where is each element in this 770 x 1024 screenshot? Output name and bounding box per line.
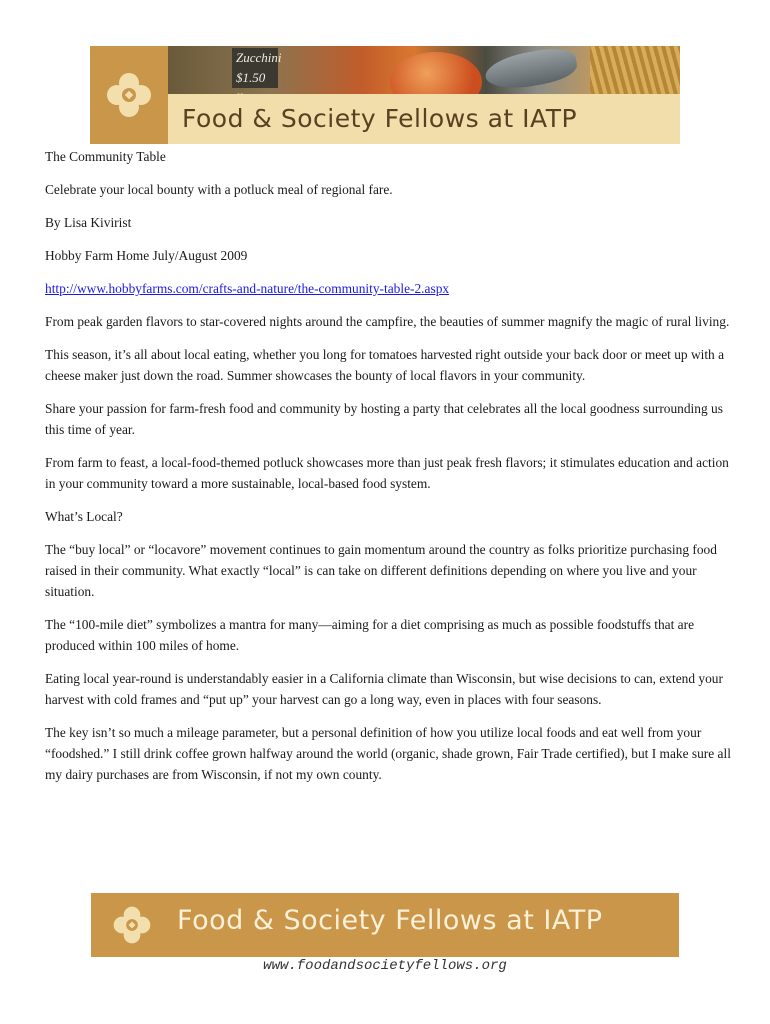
- article-link[interactable]: http://www.hobbyfarms.com/crafts-and-nature/the-community-table-2.aspx: [45, 281, 450, 296]
- footer-banner: [91, 893, 679, 957]
- article-title: The Community Table: [45, 149, 166, 164]
- article-body: [45, 146, 735, 797]
- article-paragraph: From peak garden flavors to star-covered nights around the campfire, the beauties of summer magnify the magic of rural living.: [45, 314, 730, 329]
- section-paragraph: The key isn’t so much a mileage parameter, but a personal definition of how you utilize local foods and eat well from your “foodshed.” I still drink coffee grown halfway around the world (organic, shade grown, Fair Trade certified), but I make sure all my dairy purchases are from Wisconsin, if not my own county.: [45, 725, 731, 782]
- section-paragraph: The “buy local” or “locavore” movement continues to gain momentum around the country as folks prioritize purchasing food raised in their community. What exactly “local” is can take on different definitions depending on where you live and your situation.: [45, 542, 717, 599]
- header-banner: [90, 46, 680, 144]
- article-source: Hobby Farm Home July/August 2009: [45, 248, 248, 263]
- logo-box: [90, 46, 168, 144]
- section-heading: What’s Local?: [45, 509, 123, 524]
- zucchini-sign: Zucchini $1.50: [232, 48, 278, 88]
- quatrefoil-logo-icon: [99, 65, 159, 125]
- quatrefoil-logo-icon: [107, 900, 157, 950]
- article-subtitle: Celebrate your local bounty with a potluck meal of regional fare.: [45, 182, 393, 197]
- article-paragraph: From farm to feast, a local-food-themed potluck showcases more than just peak fresh flavors; it stimulates education and action in your community toward a more sustainable, local-based food system.: [45, 455, 729, 491]
- section-paragraph: The “100-mile diet” symbolizes a mantra for many—aiming for a diet comprising as much as possible foodstuffs that are produced within 100 miles of home.: [45, 617, 695, 653]
- banner-title: Food & Society Fellows at IATP: [182, 104, 578, 133]
- article-paragraph: This season, it’s all about local eating, whether you long for tomatoes harvested right outside your back door or meet up with a cheese maker just down the road. Summer showcases the bounty of local flavors in your community.: [45, 347, 725, 383]
- article-byline: By Lisa Kivirist: [45, 215, 132, 230]
- article-paragraph: Share your passion for farm-fresh food and community by hosting a party that celebrates all the local goodness surrounding us this time of year.: [45, 401, 723, 437]
- footer-url[interactable]: www.foodandsocietyfellows.org: [263, 958, 507, 974]
- section-paragraph: Eating local year-round is understandably easier in a California climate than Wisconsin, but wise decisions to can, extend your harvest with cold frames and “put up” your harvest can go a long way, even in places with four seasons.: [45, 671, 723, 707]
- footer-banner-title: Food & Society Fellows at IATP: [177, 905, 603, 936]
